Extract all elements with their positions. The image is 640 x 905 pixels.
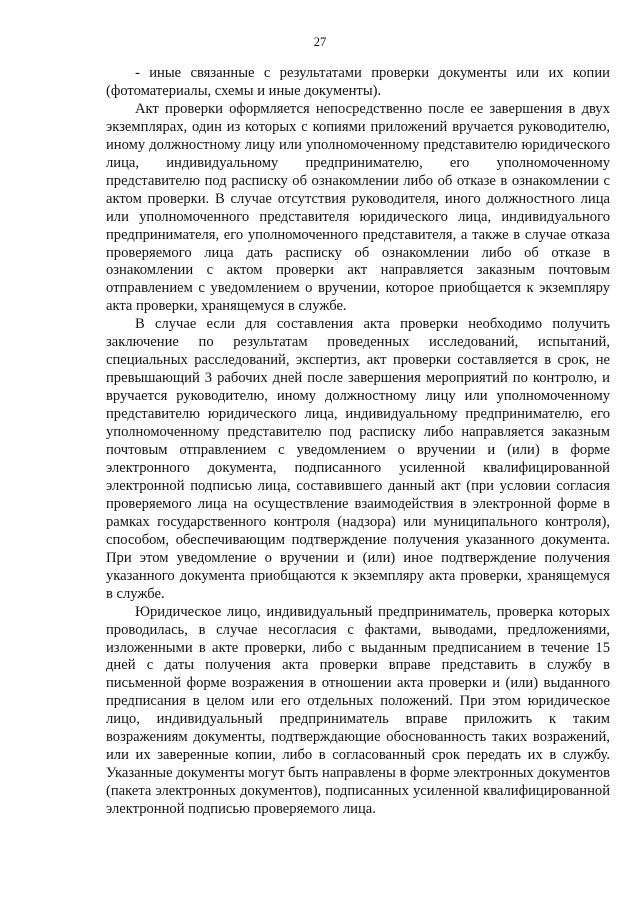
paragraph-objections: Юридическое лицо, индивидуальный предприниматель, проверка которых проводилась, в случае несогласия с фактами, выводами, предложениями, изложенными в акте проверки, либо с выданным предписанием в течение 15 дней с даты получения акта проверки вправе представить в службу в письменной форме возражения в отношении акта проверки и (или) выданного предписания в целом или его отдельных положений. При этом юридическое лицо, индивидуальный предприниматель вправе приложить к таким возражениям документы, подтверждающие обоснованность таких возражений, или их заверенные копии, либо в согласованный срок передать их в службу. Указанные документы могут быть направлены в форме электронных документов (пакета электронных документов), подписанных усиленной квалифицированной электронной подписью проверяемого лица. (106, 603, 610, 818)
paragraph-inspection-act: Акт проверки оформляется непосредственно после ее завершения в двух экземплярах, один из которых с копиями приложений вручается руководителю, иному должностному лицу или уполномоченному представителю юридического лица, индивидуальному предпринимателю, его уполномоченному представителю под расписку об ознакомлении либо об отказе в ознакомлении с актом проверки. В случае отсутствия руководителя, иного должностного лица или уполномоченного представителя юридического лица, индивидуального предпринимателя, его уполномоченного представителя, а также в случае отказа проверяемого лица дать расписку об ознакомлении либо об отказе в ознакомлении с актом проверки акт направляется заказным почтовым отправлением с уведомлением о вручении, которое приобщается к экземпляру акта проверки, хранящемуся в службе. (106, 100, 610, 315)
page-number: 27 (313, 35, 327, 49)
document-body (106, 65, 610, 819)
paragraph-expert-conclusion: В случае если для составления акта проверки необходимо получить заключение по результатам проведенных исследований, испытаний, специальных расследований, экспертиз, акт проверки составляется в срок, не превышающий 3 рабочих дней после завершения мероприятий по контролю, и вручается руководителю, иному должностному лицу или уполномоченному представителю юридического лица, индивидуальному предпринимателю, его уполномоченному представителю под расписку либо направляется заказным почтовым отправлением с уведомлением о вручении и (или) в форме электронного документа, подписанного усиленной квалифицированной электронной подписью лица, составившего данный акт (при условии согласия проверяемого лица на осуществление взаимодействия в электронной форме в рамках государственного контроля (надзора) или муниципального контроля), способом, обеспечивающим подтверждение получения указанного документа. При этом уведомление о вручении и (или) иное подтверждение получения указанного документа приобщаются к экземпляру акта проверки, хранящемуся в службе. (106, 316, 610, 602)
paragraph-other-documents: - иные связанные с результатами проверки документы или их копии (фотоматериалы, схемы и иные документы). (106, 65, 610, 99)
